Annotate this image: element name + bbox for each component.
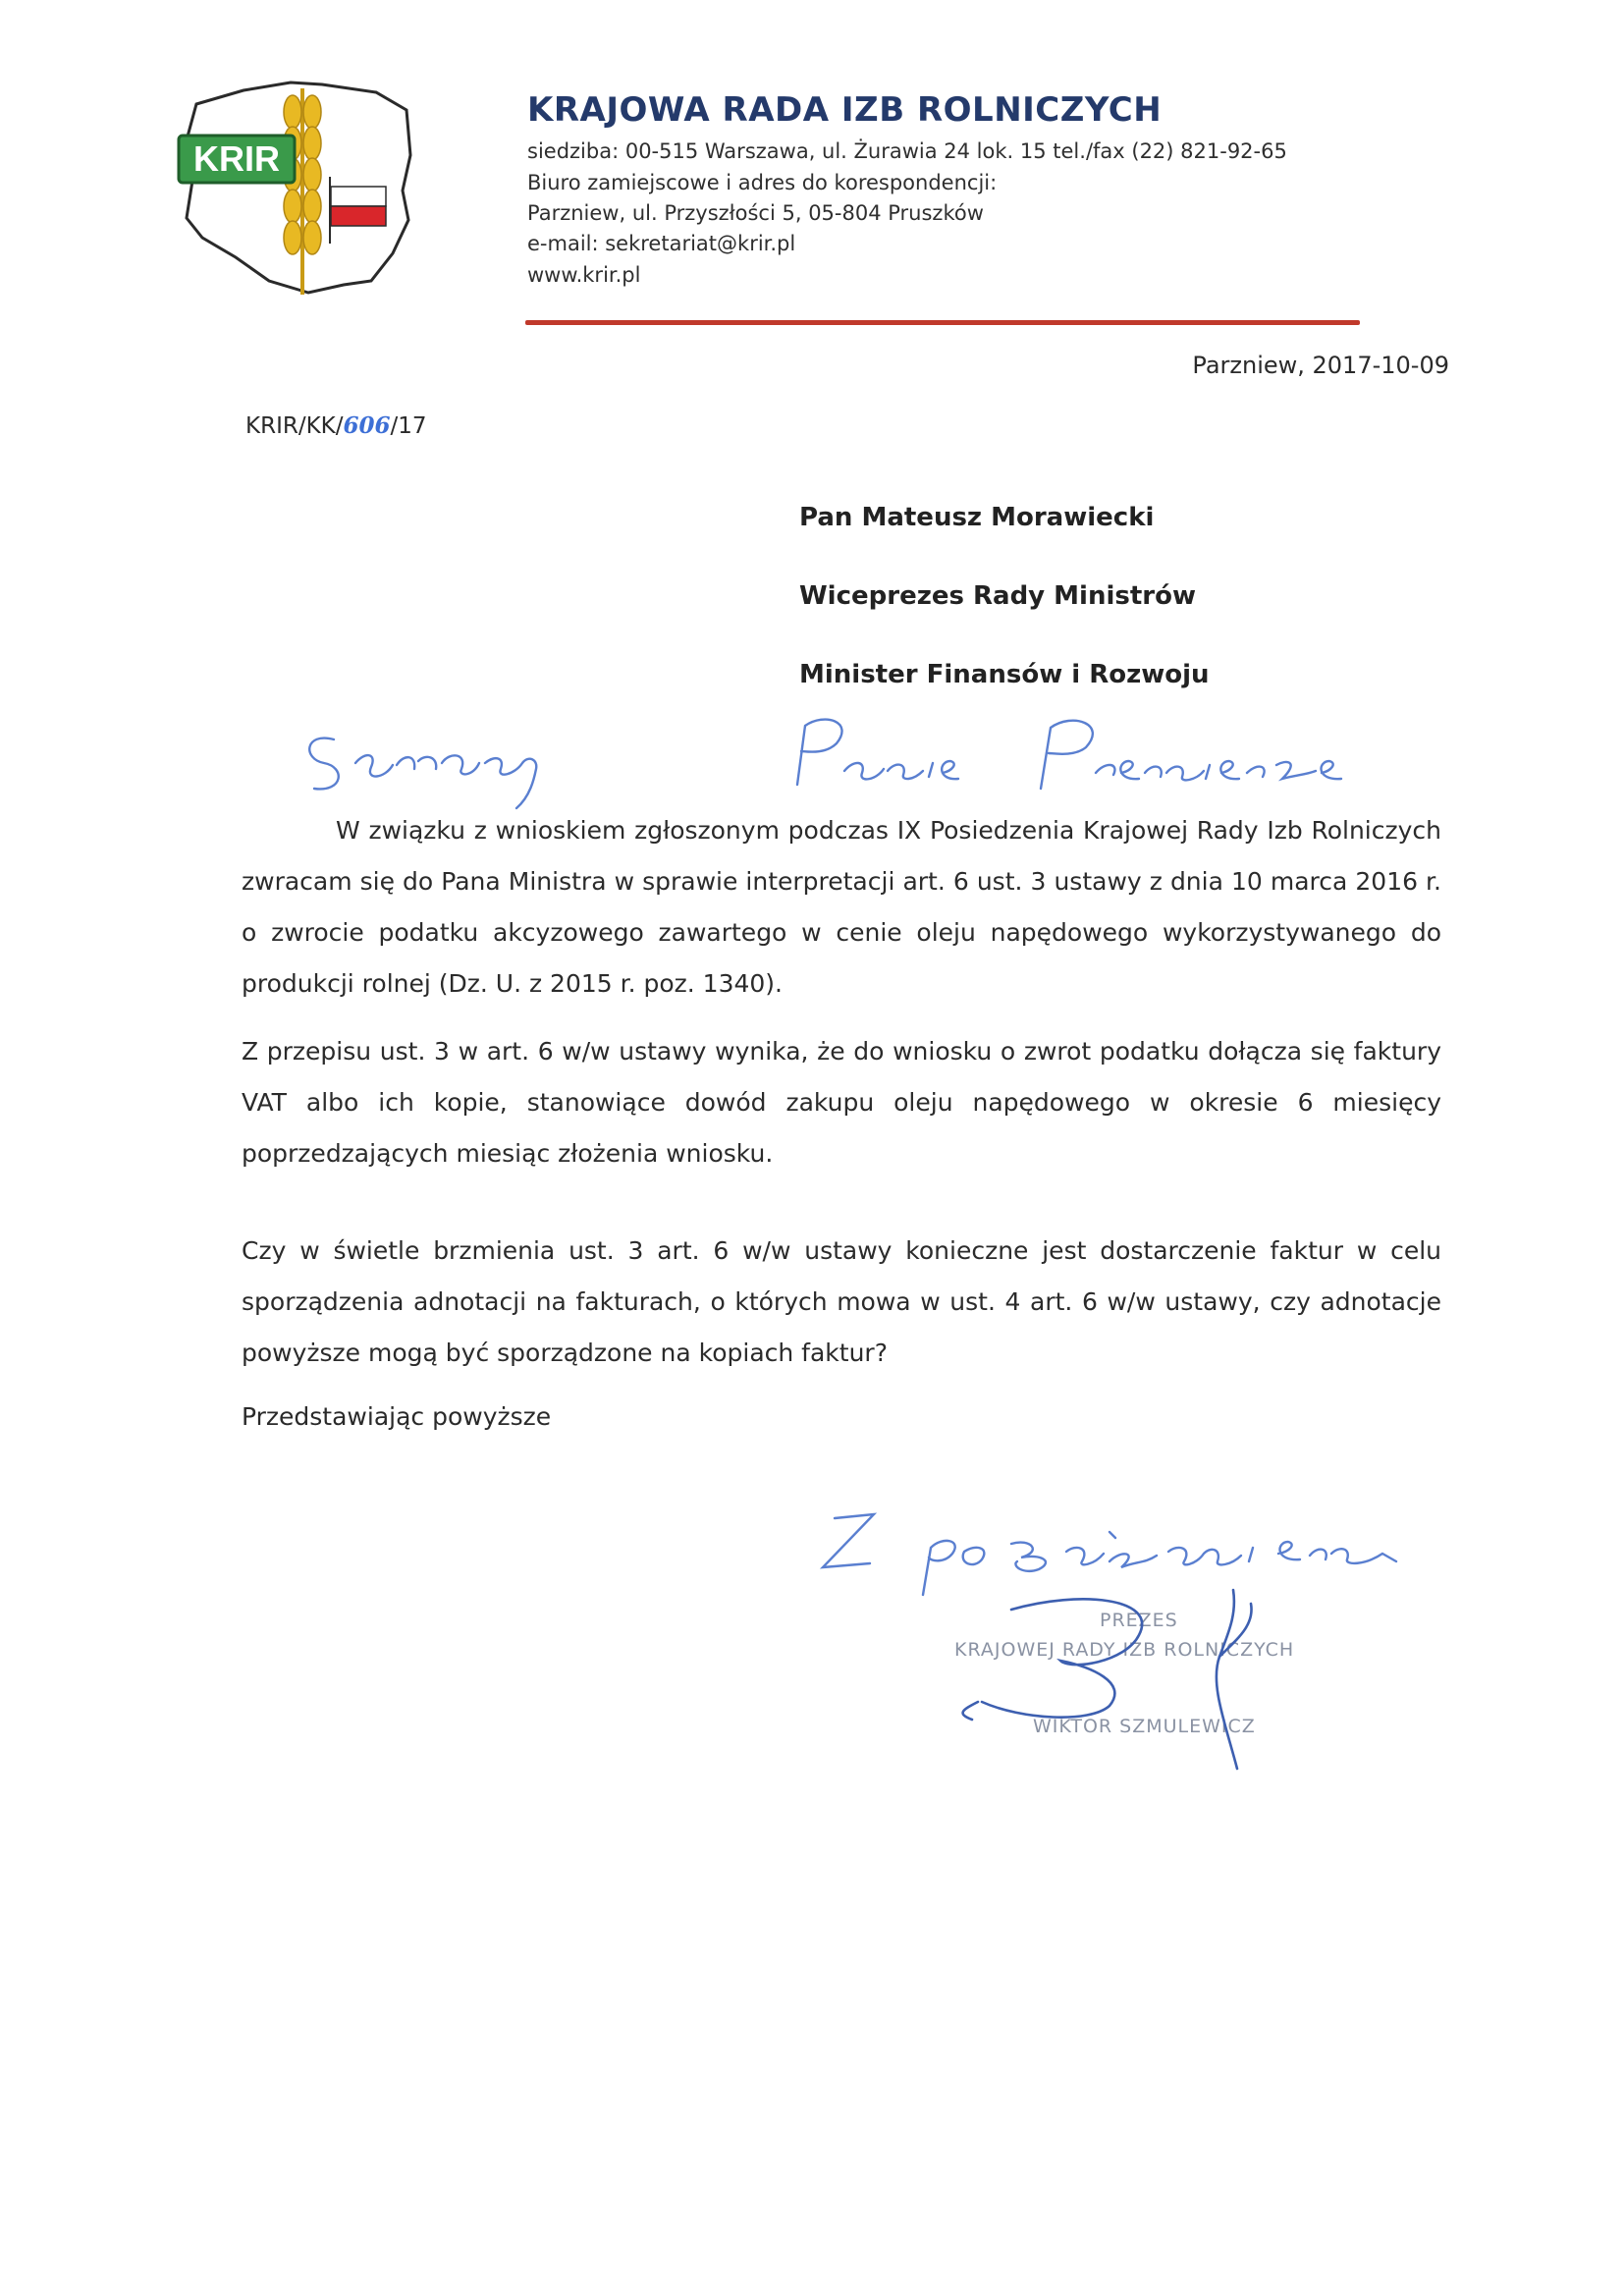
office-label: Biuro zamiejscowe i adres do korespondencji: xyxy=(527,171,998,194)
headquarters-address: siedziba: 00-515 Warszawa, ul. Żurawia 24 lok. 15 tel./fax (22) 821-92-65 xyxy=(527,139,1287,163)
closing-line: Przedstawiając powyższe xyxy=(242,1402,552,1431)
body-paragraph-1: W związku z wnioskiem zgłoszonym podczas IX Posiedzenia Krajowej Rady Izb Rolniczych zwracam się do Pana Ministra w sprawie interpretacji art. 6 ust. 3 ustawy z dnia 10 marca 2016 r. o zwrocie podatku akcyzowego zawartego w cenie oleju napędowego wykorzystywanego do produkcji rolnej (Dz. U. z 2015 r. poz. 1340). xyxy=(242,816,1441,998)
header-divider xyxy=(525,320,1360,325)
stamp-line-organization: KRAJOWEJ RADY IZB ROLNICZYCH xyxy=(954,1639,1295,1661)
reference-suffix: /17 xyxy=(390,413,427,439)
logo-badge-text: KRIR xyxy=(193,138,280,179)
stamp-line-name: WIKTOR SZMULEWICZ xyxy=(1033,1716,1256,1737)
organization-name: KRAJOWA RADA IZB ROLNICZYCH xyxy=(527,90,1163,130)
reference-handwritten-number: 606 xyxy=(343,412,391,439)
reference-prefix: KRIR/KK/ xyxy=(245,413,344,439)
recipient-title-deputy-pm: Wiceprezes Rady Ministrów xyxy=(799,581,1196,611)
recipient-name: Pan Mateusz Morawiecki xyxy=(799,503,1155,532)
stamp-line-title: PREZES xyxy=(1100,1610,1178,1631)
website-link[interactable]: www.krir.pl xyxy=(527,263,641,287)
body-paragraph-3: Czy w świetle brzmienia ust. 3 art. 6 w/w ustawy konieczne jest dostarczenie faktur w celu sporządzenia adnotacji na fakturach, o których mowa w ust. 4 art. 6 w/w ustawy, czy adnotacje powyższe mogą być sporządzone na kopiach faktur? xyxy=(242,1236,1441,1367)
letter-date: Parzniew, 2017-10-09 xyxy=(1192,352,1449,379)
signature-icon xyxy=(943,1576,1316,1773)
krir-logo-icon xyxy=(175,71,420,299)
official-stamp xyxy=(943,1576,1316,1773)
reference-number xyxy=(245,412,427,439)
office-address: Parzniew, ul. Przyszłości 5, 05-804 Pruszków xyxy=(527,201,984,225)
email-address: e-mail: sekretariat@krir.pl xyxy=(527,232,796,255)
handwritten-salutation xyxy=(295,702,1424,810)
body-paragraph-2: Z przepisu ust. 3 w art. 6 w/w ustawy wynika, że do wniosku o zwrot podatku dołącza się faktury VAT albo ich kopie, stanowiące dowód zakupu oleju napędowego w okresie 6 miesięcy poprzedzających miesiąc złożenia wniosku. xyxy=(242,1037,1441,1168)
recipient-title-minister: Minister Finansów i Rozwoju xyxy=(799,660,1210,689)
